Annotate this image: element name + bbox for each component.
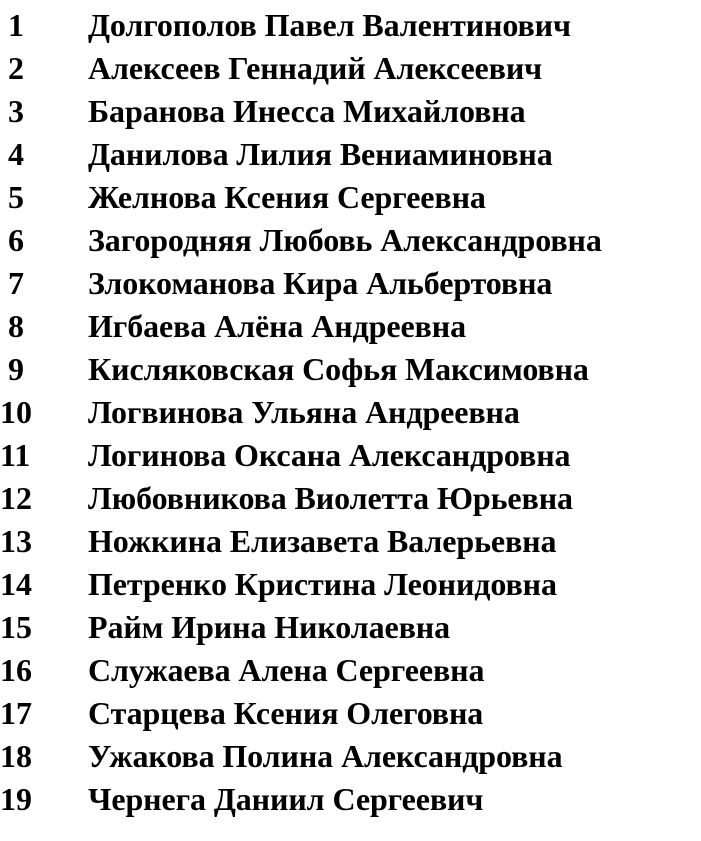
list-item-number: 4: [8, 136, 24, 172]
list-item: [0, 219, 701, 262]
list-item: [0, 735, 701, 778]
list-item-name: Кисляковская Софья Максимовна: [88, 351, 589, 387]
list-item-name: Служаева Алена Сергеевна: [88, 652, 485, 688]
list-item-name: Желнова Ксения Сергеевна: [88, 179, 486, 215]
list-item-name: Баранова Инесса Михайловна: [88, 93, 526, 129]
list-item-name: Долгополов Павел Валентинович: [88, 7, 571, 43]
list-item-name: Ножкина Елизавета Валерьевна: [88, 523, 557, 559]
list-item: [0, 348, 701, 391]
list-item: [0, 133, 701, 176]
list-item: [0, 391, 701, 434]
list-item: [0, 649, 701, 692]
list-item-name: Логвинова Ульяна Андреевна: [88, 394, 520, 430]
list-item-name: Злокоманова Кира Альбертовна: [88, 265, 553, 301]
list-item-name: Данилова Лилия Вениаминовна: [88, 136, 553, 172]
list-item-number: 5: [8, 179, 24, 215]
list-item: [0, 4, 701, 47]
list-item-name: Петренко Кристина Леонидовна: [88, 566, 557, 602]
list-item: [0, 692, 701, 735]
list-item-name: Алексеев Геннадий Алексеевич: [88, 50, 543, 86]
list-item-number: 18: [0, 738, 32, 774]
list-item-name: Игбаева Алёна Андреевна: [88, 308, 466, 344]
list-item: [0, 778, 701, 821]
list-item-name: Чернега Даниил Сергеевич: [88, 781, 484, 817]
list-item: [0, 563, 701, 606]
list-item: [0, 434, 701, 477]
list-item-number: 10: [0, 394, 32, 430]
list-item-number: 13: [0, 523, 32, 559]
list-item-number: 17: [0, 695, 32, 731]
list-item-number: 8: [8, 308, 24, 344]
list-item: [0, 477, 701, 520]
list-item-number: 15: [0, 609, 32, 645]
list-item: [0, 47, 701, 90]
list-item-number: 1: [8, 7, 24, 43]
list-item-number: 7: [8, 265, 24, 301]
list-item: [0, 262, 701, 305]
list-item: [0, 90, 701, 133]
list-item-number: 6: [8, 222, 24, 258]
list-item-name: Любовникова Виолетта Юрьевна: [88, 480, 573, 516]
list-item-number: 3: [8, 93, 24, 129]
list-item-name: Старцева Ксения Олеговна: [88, 695, 484, 731]
list-item-number: 9: [8, 351, 24, 387]
list-item-name: Загородняя Любовь Александровна: [88, 222, 602, 258]
list-item: [0, 520, 701, 563]
list-item-name: Ужакова Полина Александровна: [88, 738, 563, 774]
list-item-name: Райм Ирина Николаевна: [88, 609, 451, 645]
list-item: [0, 305, 701, 348]
list-item-number: 19: [0, 781, 32, 817]
list-item-number: 12: [0, 480, 32, 516]
list-item: [0, 176, 701, 219]
list-item-number: 2: [8, 50, 24, 86]
list-item-number: 16: [0, 652, 32, 688]
name-list: [0, 4, 701, 821]
list-item-number: 14: [0, 566, 32, 602]
list-item: [0, 606, 701, 649]
list-item-name: Логинова Оксана Александровна: [88, 437, 571, 473]
list-item-number: 11: [0, 437, 31, 473]
